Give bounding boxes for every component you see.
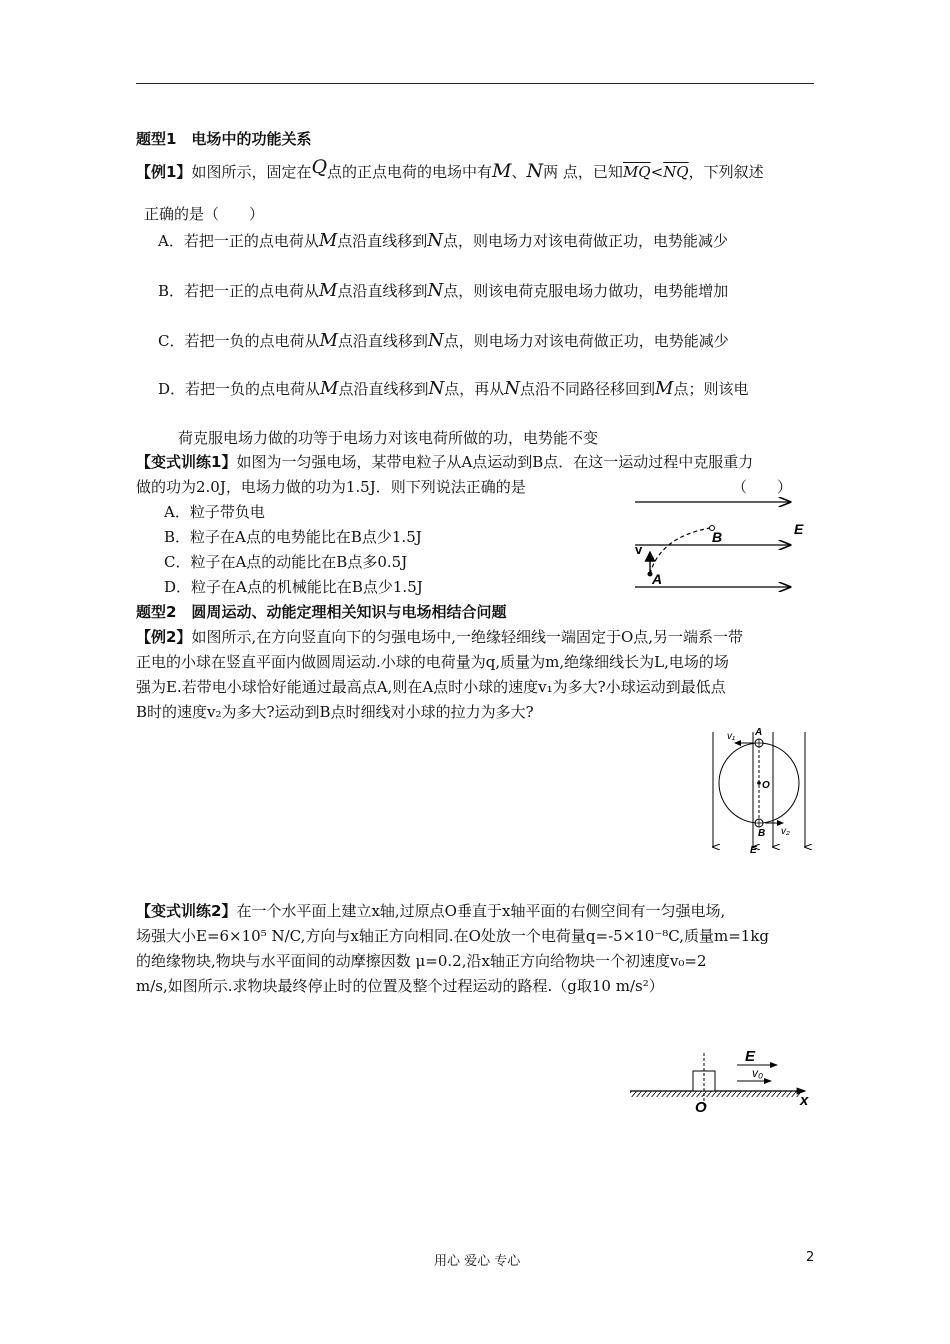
text: C．若把一负的点电荷从	[158, 332, 320, 350]
label-o: O	[762, 780, 770, 791]
variant-1-bracket: （ ）	[732, 478, 793, 496]
example-1-line2: 正确的是（ ）	[144, 205, 265, 223]
header-rule	[136, 83, 814, 84]
text: 如图所示,在方向竖直向下的匀强电场中,一绝缘轻细线一端固定于O点,另一端系一带	[191, 628, 744, 646]
page-number: 2	[806, 1250, 815, 1265]
ground-hatch	[630, 1091, 800, 1097]
trajectory-path	[650, 528, 710, 574]
label-e: E	[794, 521, 804, 537]
var-n: N	[427, 230, 444, 251]
example-2-line4: B时的速度v₂为多大?运动到B点时细线对小球的拉力为多大?	[136, 703, 534, 721]
text: ，下列叙述	[688, 163, 764, 181]
var-m: M	[655, 378, 674, 399]
var-n: N	[504, 378, 520, 399]
text: 在一个水平面上建立x轴,过原点O垂直于x轴平面的右侧空间有一匀强电场,	[236, 902, 726, 920]
variant-2-figure	[625, 1045, 820, 1120]
label-e: E	[750, 845, 757, 856]
var-n: N	[526, 160, 544, 182]
example-1-tag: 【例1】	[136, 163, 192, 181]
var-m: M	[319, 280, 338, 301]
option-d	[158, 378, 748, 399]
text: 点沿直线移到	[338, 380, 429, 398]
var-n: N	[427, 280, 444, 301]
text: 点，则该电荷克服电场力做功，电势能增加	[443, 282, 729, 300]
option-d-line2: 荷克服电场力做的功等于电场力对该电荷所做的功，电势能不变	[178, 429, 599, 447]
var-m: M	[320, 378, 339, 399]
text: 点沿直线移到	[337, 282, 428, 300]
example-2-line1	[136, 626, 743, 647]
var-m: M	[318, 230, 338, 251]
variant-1-line1	[136, 451, 753, 472]
option-b	[158, 280, 728, 301]
label-v: v	[635, 542, 643, 557]
variant-1-option-a: A．粒子带负电	[164, 503, 265, 521]
label-v2: v₂	[781, 826, 790, 837]
less-than: <	[650, 163, 664, 181]
label-x: x	[800, 1092, 809, 1109]
text: D．若把一负的点电荷从	[158, 380, 321, 398]
label-o: O	[695, 1099, 707, 1116]
label-v1: v₁	[727, 731, 736, 742]
text: B．若把一正的点电荷从	[158, 282, 320, 300]
var-m: M	[319, 330, 338, 351]
label-b: B	[758, 828, 766, 839]
section-title-2: 题型2 圆周运动、动能定理相关知识与电场相结合问题	[136, 603, 507, 621]
text: 点的正点电荷的电场中有	[327, 163, 493, 181]
text: 两 点，已知	[543, 163, 623, 181]
text: 点，则电场力对该电荷做正功，电势能减少	[443, 232, 729, 250]
example-2-line3: 强为E.若带电小球恰好能通过最高点A,则在A点时小球的速度v₁为多大?小球运动到最低点	[136, 678, 726, 696]
segment-mq: $\overline{MQ}$	[622, 163, 651, 181]
text: A．若把一正的点电荷从	[158, 232, 319, 250]
variant-2-tag: 【变式训练2】	[136, 902, 237, 920]
text: 点；则该电	[673, 380, 749, 398]
variant-1-line2: 做的功为2.0J，电场力做的功为1.5J．则下列说法正确的是	[136, 478, 526, 496]
section-title-1: 题型1 电场中的功能关系	[136, 130, 312, 148]
variant-1-figure	[630, 492, 815, 600]
text: 点，则电场力对该电荷做正功，电势能减少	[443, 332, 729, 350]
label-b: B	[712, 529, 723, 545]
text: 点，再从	[444, 380, 505, 398]
option-a	[158, 230, 728, 251]
variant-2-line4: m/s,如图所示.求物块最终停止时的位置及整个过程运动的路程.（g取10 m/s²）	[136, 977, 664, 995]
variant-2-line1	[136, 900, 725, 921]
label-e: E	[745, 1048, 756, 1065]
text: 点沿直线移到	[337, 232, 428, 250]
center-o	[757, 781, 761, 785]
option-c	[158, 330, 729, 351]
variant-1-tag: 【变式训练1】	[136, 453, 237, 471]
text: 、	[511, 163, 527, 181]
var-n: N	[427, 330, 444, 351]
variant-1-option-d: D．粒子在A点的机械能比在B点少1.5J	[164, 578, 423, 596]
variant-1-option-b: B．粒子在A点的电势能比在B点少1.5J	[164, 528, 422, 546]
variant-1-option-c: C．粒子在A点的动能比在B点多0.5J	[164, 553, 408, 571]
label-a: A	[652, 571, 663, 587]
variant-2-line3: 的绝缘物块,物块与水平面间的动摩擦因数 μ=0.2,沿x轴正方向给物块一个初速度v₀=2	[136, 952, 707, 970]
text: 如图所示，固定在	[191, 163, 312, 181]
example-2-tag: 【例2】	[136, 628, 192, 646]
label-v0: v₀	[752, 1066, 764, 1080]
text: 点沿不同路径移回到	[520, 380, 656, 398]
segment-nq: $\overline{NQ}$	[663, 163, 689, 181]
var-q: Q	[311, 156, 328, 178]
var-m: M	[492, 160, 512, 182]
text: 如图为一匀强电场，某带电粒子从A点运动到B点．在这一运动过程中克服重力	[236, 453, 754, 471]
example-1-line1	[136, 156, 764, 182]
label-a: A	[755, 727, 763, 738]
variant-2-line2: 场强大小E=6×10⁵ N/C,方向与x轴正方向相同.在O处放一个电荷量q=-5×10⁻⁸C,质量m=1kg	[136, 927, 770, 945]
var-n: N	[428, 378, 445, 399]
example-2-figure	[705, 727, 815, 857]
text: 点沿直线移到	[337, 332, 428, 350]
example-2-line2: 正电的小球在竖直平面内做圆周运动.小球的电荷量为q,质量为m,绝缘细线长为L,电场的场	[136, 653, 729, 671]
footer-text: 用心 爱心 专心	[434, 1254, 521, 1269]
